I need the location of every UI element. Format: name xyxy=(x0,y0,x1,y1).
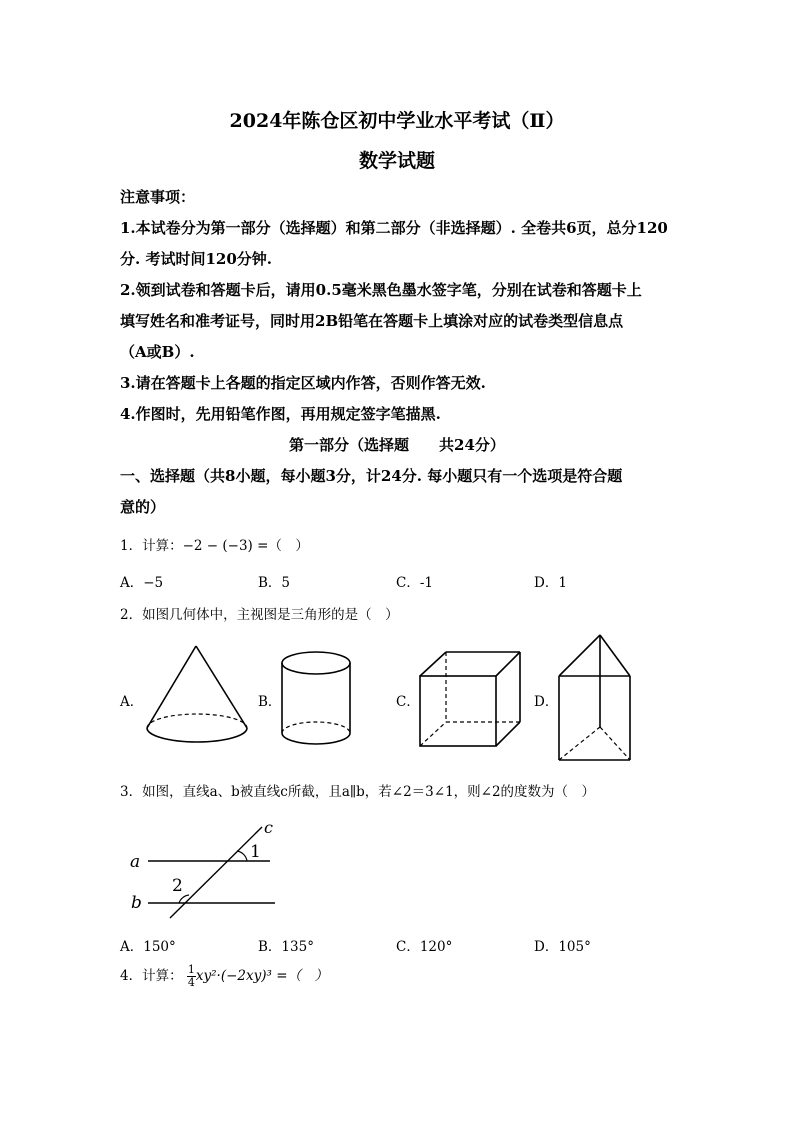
exam-title: 2024年陈仓区初中学业水平考试（Ⅱ） xyxy=(229,110,565,132)
cube-figure xyxy=(418,650,524,750)
q4-stem xyxy=(120,964,328,989)
q3-option-a: A．150° xyxy=(120,939,176,955)
q3-option-c: C．120° xyxy=(396,939,453,955)
q2-label-a: A． xyxy=(120,694,144,710)
line-b-label: b xyxy=(131,893,142,913)
q2-stem: 2．如图几何体中，主视图是三角形的是（ ） xyxy=(120,607,399,623)
q4-frac-num: 1 xyxy=(187,963,195,976)
parallel-lines-figure xyxy=(125,815,285,920)
note-2c: （A或B）. xyxy=(120,343,195,361)
q4-fraction xyxy=(187,964,196,989)
note-4: 4.作图时，先用铅笔作图，再用规定签字笔描黑. xyxy=(120,405,441,423)
q1-expr: −2 − (−3) =（ ） xyxy=(182,538,309,554)
q2-label-d: D． xyxy=(534,694,559,710)
q1-option-d: D．1 xyxy=(534,575,567,591)
q1-option-a: A．−5 xyxy=(120,575,164,591)
section-heading-a: 一、选择题（共8小题，每小题3分，计24分. 每小题只有一个选项是符合题 xyxy=(120,467,623,485)
line-a-label: a xyxy=(130,852,141,872)
note-2b: 填写姓名和准考证号，同时用2B铅笔在答题卡上填涂对应的试卷类型信息点 xyxy=(120,312,624,330)
q4-prefix: 4．计算： xyxy=(120,968,183,984)
angle-1-label: 1 xyxy=(250,842,261,862)
q4-expr: xy²·(−2xy)³ =（ ） xyxy=(195,968,329,984)
q3-option-d: D．105° xyxy=(534,939,591,955)
note-1a: 1.本试卷分为第一部分（选择题）和第二部分（非选择题）. 全卷共6页，总分120 xyxy=(120,219,668,237)
angle-2-label: 2 xyxy=(172,876,183,896)
q4-frac-den: 4 xyxy=(187,976,195,989)
note-1b: 分. 考试时间120分钟. xyxy=(120,250,272,268)
q3-stem: 3．如图，直线a、b被直线c所截，且a∥b，若∠2＝3∠1，则∠2的度数为（ ） xyxy=(120,784,596,800)
cone-figure xyxy=(140,640,255,750)
part1-heading: 第一部分（选择题 共24分） xyxy=(289,436,505,454)
q2-label-c: C． xyxy=(396,694,420,710)
line-c-label: c xyxy=(264,818,273,837)
note-2a: 2.领到试卷和答题卡后，请用0.5毫米黑色墨水签字笔，分别在试卷和答题卡上 xyxy=(120,281,642,299)
q1-option-b: B．5 xyxy=(258,575,291,591)
exam-subtitle: 数学试题 xyxy=(358,150,435,172)
notes-heading: 注意事项： xyxy=(120,188,196,206)
note-3: 3.请在答题卡上各题的指定区域内作答，否则作答无效. xyxy=(120,374,486,392)
q3-option-b: B．135° xyxy=(258,939,314,955)
prism-figure xyxy=(556,632,636,764)
q1-option-c: C．-1 xyxy=(396,575,433,591)
section-heading-b: 意的） xyxy=(120,498,166,516)
q2-label-b: B． xyxy=(258,694,282,710)
q1-stem xyxy=(120,534,309,554)
cylinder-figure xyxy=(278,648,358,753)
q1-prefix: 1．计算： xyxy=(120,538,183,554)
